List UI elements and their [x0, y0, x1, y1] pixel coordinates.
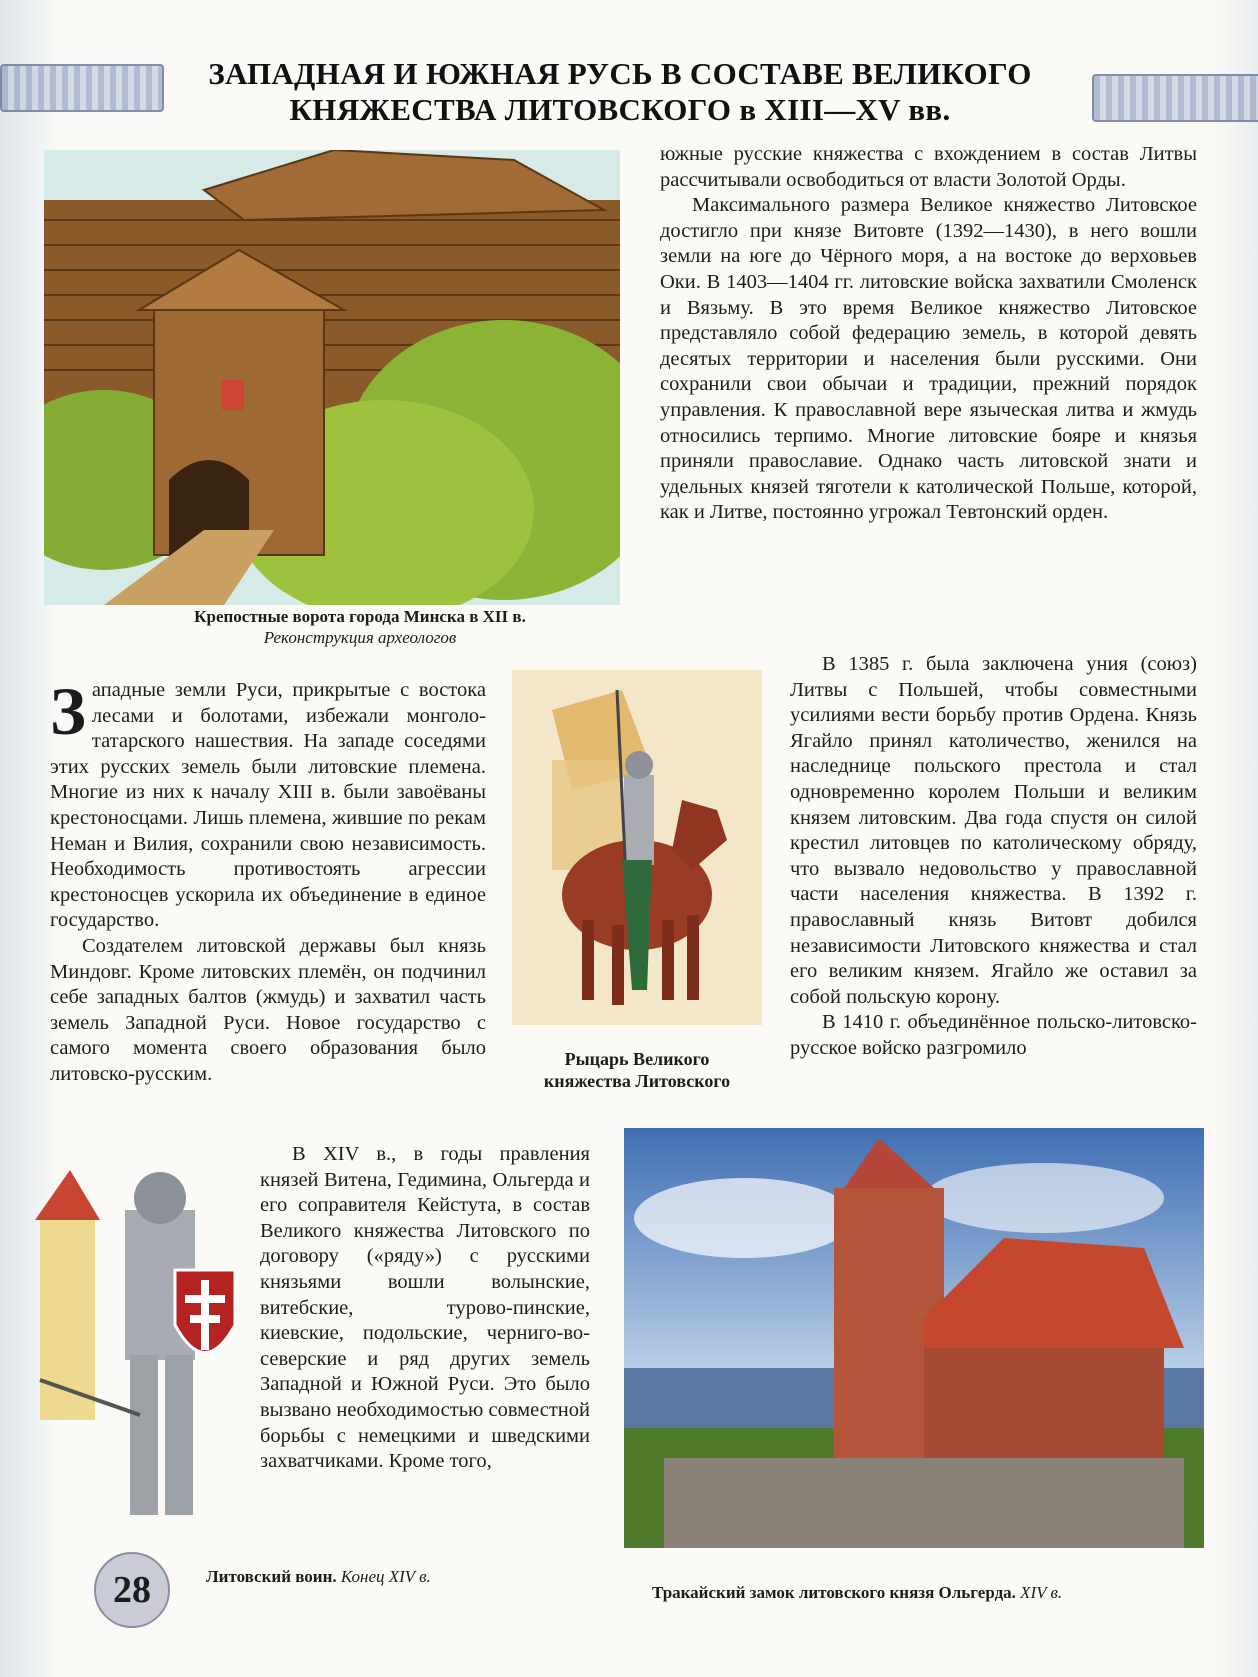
left-paragraph-1: ападные земли Руси, прикрытые с востока лесами и болотами, избежали монголо-татарского нашествия. На западе соседями этих русских земель были литовские племена. Многие из них к началу XIII в. были завоёваны крестоносцами. Лишь племена, жившие по рекам Неман и Вилия, сохранили свою независимость. Необходимость противостоять агрессии крестоносцев ускорила их объединение в единое государство. — [50, 679, 486, 932]
middle-column-text — [260, 1142, 590, 1475]
lithuanian-warrior-illustration — [30, 1150, 250, 1540]
right-column-text-narrow — [790, 652, 1197, 1062]
gate-caption-subtitle: Реконструкция археологов — [263, 628, 457, 647]
right-paragraph-1: южные русские княжества с вхождением в состав Литвы рассчитывали освободиться от власти Золотой Орды. — [660, 143, 1197, 191]
right-paragraph-2: Максимального размера Великое княжество Литовское достигло при князе Витовте (1392—1430), в него вошли земли на юге до Чёрного моря, а на востоке до верховьев Оки. В 1403—1404 гг. литовские войска захватили Смоленск и Вязьму. В это время Великое княжество Литовское представляло собой федерацию земель, в которой девять десятых территории и населения были русскими. Они сохранили свои обычаи и традиции, прежний порядок управления. К православной вере языческая литва и жмудь относились терпимо. Многие литовские бояре и князья приняли православие. Однако часть литовской знати и удельных князей тяготели к католической Польше, которой, как и Литве, постоянно угрожал Тевтонский орден. — [660, 194, 1197, 524]
right-paragraph-4: В 1410 г. объединённое польско-литовско-русское войско разгромило — [790, 1011, 1197, 1059]
right-column-text — [660, 142, 1197, 526]
title-line-2: КНЯЖЕСТВА ЛИТОВСКОГО в XIII—XV вв. — [289, 92, 951, 127]
ornament-left — [0, 64, 164, 112]
knight-caption — [512, 1048, 762, 1092]
trakai-castle-photo — [624, 1128, 1204, 1548]
gate-caption-title: Крепостные ворота города Минска в XII в. — [194, 607, 526, 626]
right-paragraph-3: В 1385 г. была заключена уния (союз) Литвы с Польшей, чтобы совместными усилиями вести борьбу против Ордена. Князь Ягайло принял католичество, женился на наследнице польского престола и стал одновременно королем Польши и великим князем литовским. Два года спустя он силой крестил литовцев по католическому обряду, что вызвало недовольство у православной части населения княжества. В 1392 г. православный князь Витовт добился независимости Литовского княжества и стал его великим князем. Ягайло же оставил за собой польскую корону. — [790, 653, 1197, 1008]
warrior-caption-subtitle: Конец XIV в. — [340, 1567, 431, 1586]
middle-paragraph-1: В XIV в., в годы правления князей Витена, Гедимина, Ольгерда и его соправителя Кейстута, в состав Великого княжества Литовского по договору («ряду») с русскими князьями вошли волынские, витебские, турово-пинские, киевские, подольские, черниго-во-северские и ряд других земель Западной и Южной Руси. Это было вызвано необходимостью совместной борьбы с немецкими и шведскими захватчиками. Кроме того, — [260, 1143, 590, 1473]
knight-illustration — [512, 670, 762, 1025]
page-number: 28 — [94, 1552, 170, 1628]
gate-caption — [110, 606, 610, 648]
left-paragraph-2: Создателем литовской державы был князь Миндовг. Кроме литовских племён, он подчинил себе западных балтов (жмудь) и захватил часть земель Западной Руси. Новое государство с самого момента своего образования было литовско-русским. — [50, 934, 486, 1085]
castle-caption-subtitle: XIV в. — [1020, 1583, 1063, 1602]
map-background-right — [1213, 0, 1258, 1677]
knight-caption-line-2: княжества Литовского — [543, 1071, 731, 1091]
castle-caption-title: Тракайский замок литовского князя Ольгерда. — [652, 1583, 1016, 1602]
title-line-1: ЗАПАДНАЯ И ЮЖНАЯ РУСЬ В СОСТАВЕ ВЕЛИКОГО — [208, 56, 1032, 91]
castle-caption — [652, 1582, 1212, 1603]
warrior-caption-title: Литовский воин. — [206, 1567, 337, 1586]
knight-caption-line-1: Рыцарь Великого — [564, 1049, 710, 1069]
minsk-gate-illustration — [44, 150, 620, 605]
page-title — [170, 56, 1070, 128]
warrior-caption — [206, 1566, 536, 1587]
dropcap-letter: З — [50, 673, 86, 749]
ornament-right — [1092, 74, 1258, 122]
left-column-text — [50, 673, 486, 1088]
